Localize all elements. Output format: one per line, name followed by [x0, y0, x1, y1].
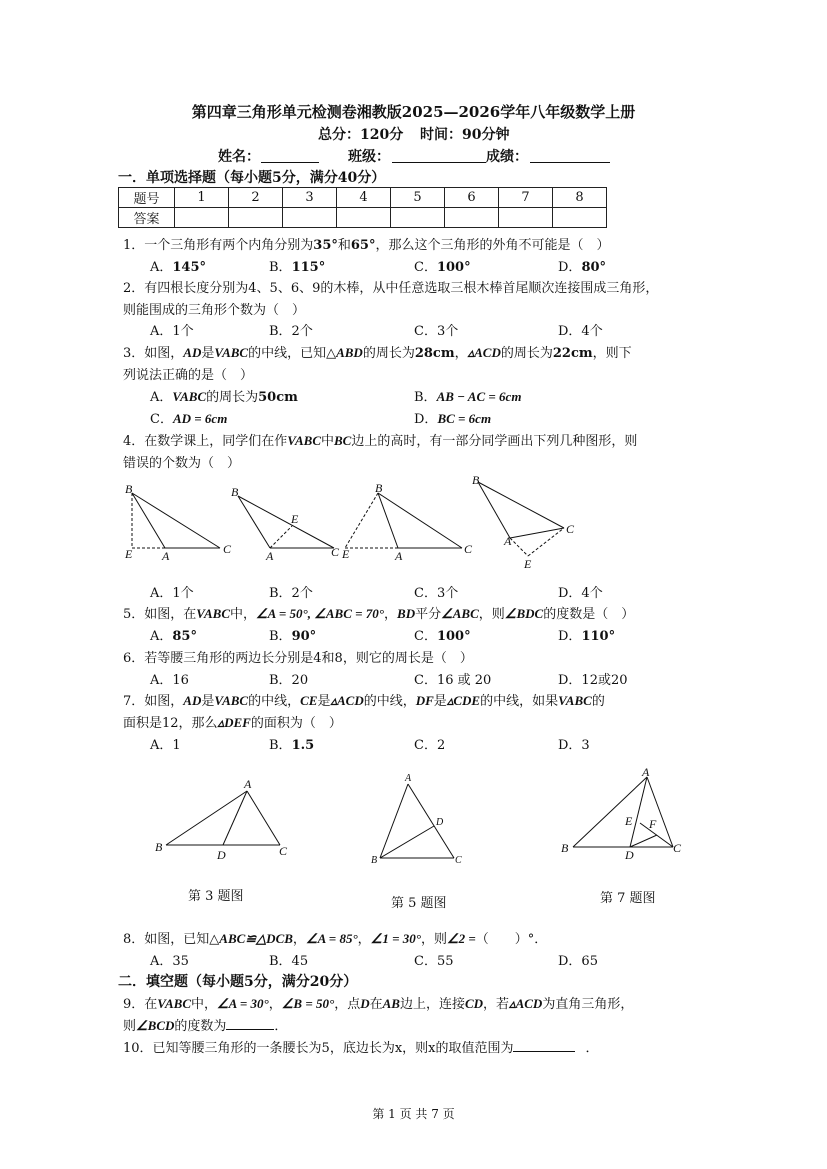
q1-stem: 1．一个三角形有两个内角分别为35°和65°，那么这个三角形的外角不可能是（ ）	[123, 238, 610, 253]
q7-option-c[interactable]: C．2	[414, 738, 446, 753]
svg-text:D: D	[436, 817, 444, 828]
svg-text:A: A	[162, 549, 170, 563]
svg-text:C: C	[673, 841, 682, 855]
q4-stem-line2: 错误的个数为（ ）	[123, 456, 241, 471]
q1-option-a[interactable]: A．145°	[150, 260, 207, 275]
svg-text:A: A	[405, 773, 412, 784]
svg-text:D: D	[625, 848, 634, 862]
q4-figure-2	[228, 478, 348, 563]
q4-option-a[interactable]: A．1个	[150, 586, 194, 601]
table-cell: 7	[499, 188, 553, 208]
class-label: 班级：	[348, 149, 390, 165]
svg-text:E: E	[524, 557, 532, 571]
q4-stem-line1: 4．在数学课上，同学们在作VABC中BC边上的高时，有一部分同学画出下列几种图形，则	[123, 433, 638, 449]
svg-text:E: E	[291, 512, 299, 526]
q5-option-b[interactable]: B．90°	[269, 629, 317, 644]
figure-q7	[555, 765, 695, 865]
answer-cell[interactable]	[175, 208, 229, 228]
q1-option-b[interactable]: B．115°	[269, 260, 326, 275]
svg-text:A: A	[266, 549, 274, 563]
answer-cell[interactable]	[283, 208, 337, 228]
page-footer: 第 1 页 共 7 页	[372, 1107, 455, 1121]
q3-option-b[interactable]: B．AB − AC = 6cm	[414, 389, 522, 405]
q5-option-a[interactable]: A．85°	[150, 629, 197, 644]
svg-text:A: A	[504, 534, 512, 548]
q8-option-b[interactable]: B．45	[269, 954, 309, 969]
q4-figure-3	[340, 478, 475, 563]
q4-option-d[interactable]: D．4个	[558, 586, 603, 601]
q7-option-d[interactable]: D．3	[558, 738, 590, 753]
time-limit: 时间：90分钟	[420, 127, 510, 143]
name-label: 姓名：	[218, 149, 260, 165]
q6-option-d[interactable]: D．12或20	[558, 673, 628, 688]
table-cell: 4	[337, 188, 391, 208]
q7-option-a[interactable]: A．1	[150, 738, 181, 753]
svg-text:C: C	[455, 855, 462, 866]
q2-option-d[interactable]: D．4个	[558, 324, 603, 339]
q8-option-d[interactable]: D．65	[558, 954, 598, 969]
svg-text:E: E	[125, 547, 133, 561]
svg-text:C: C	[331, 545, 340, 559]
q8-option-c[interactable]: C．55	[414, 954, 454, 969]
table-row	[119, 208, 607, 228]
section2-heading: 二．填空题（每小题5分，满分20分）	[118, 974, 358, 990]
svg-text:E: E	[342, 547, 350, 561]
q7-stem-line2: 面积是12，那么▵DEF的面积为（ ）	[123, 715, 342, 731]
q3-option-d[interactable]: D．BC = 6cm	[414, 411, 492, 427]
svg-text:B: B	[371, 855, 378, 866]
q3-stem-line1: 3．如图，AD是VABC的中线，已知△ABD的周长为28cm，▵ACD的周长为22cm，则下	[123, 345, 632, 361]
svg-text:F: F	[649, 817, 657, 831]
q2-option-c[interactable]: C．3个	[414, 324, 459, 339]
svg-text:B: B	[561, 841, 569, 855]
svg-text:A: A	[642, 765, 650, 779]
figure-q5	[368, 770, 468, 870]
svg-text:C: C	[279, 844, 288, 858]
q4-figure-4	[468, 470, 588, 575]
svg-text:E: E	[625, 814, 633, 828]
q1-option-c[interactable]: C．100°	[414, 260, 471, 275]
svg-text:D: D	[217, 848, 226, 862]
caption-q5: 第 5 题图	[391, 896, 447, 911]
q3-option-c[interactable]: C．AD = 6cm	[150, 411, 228, 427]
svg-text:C: C	[464, 542, 473, 556]
table-cell: 6	[445, 188, 499, 208]
svg-text:B: B	[472, 473, 480, 487]
name-blank[interactable]	[261, 148, 319, 163]
svg-text:A: A	[244, 777, 252, 791]
q5-option-c[interactable]: C．100°	[414, 629, 471, 644]
row-label: 题号	[119, 188, 175, 208]
table-cell: 3	[283, 188, 337, 208]
figure-q3	[150, 775, 300, 865]
grade-blank[interactable]	[530, 148, 610, 163]
svg-text:B: B	[231, 485, 239, 499]
table-cell: 2	[229, 188, 283, 208]
q6-option-a[interactable]: A．16	[150, 673, 189, 688]
svg-text:B: B	[375, 481, 383, 495]
answer-cell[interactable]	[337, 208, 391, 228]
q8-option-a[interactable]: A．35	[150, 954, 189, 969]
q9-stem-line2: 则∠BCD的度数为 ．	[123, 1015, 287, 1034]
q4-option-b[interactable]: B．2个	[269, 586, 313, 601]
answer-cell[interactable]	[499, 208, 553, 228]
row-label: 答案	[119, 208, 175, 228]
q5-stem: 5．如图，在VABC中，∠A = 50°, ∠ABC = 70°，BD平分∠ABC，则∠BDC的度数是（ ）	[123, 606, 635, 622]
q10-stem: 10．已知等腰三角形的一条腰长为5，底边长为x，则x的取值范围为 ．	[123, 1037, 599, 1056]
q7-option-b[interactable]: B．1.5	[269, 738, 315, 753]
svg-text:A: A	[395, 549, 403, 563]
answer-cell[interactable]	[553, 208, 607, 228]
svg-text:C: C	[223, 542, 232, 556]
answer-cell[interactable]	[445, 208, 499, 228]
q9-answer-blank[interactable]	[226, 1015, 274, 1030]
caption-q7: 第 7 题图	[600, 891, 656, 906]
q1-option-d[interactable]: D．80°	[558, 260, 607, 275]
q6-stem: 6．若等腰三角形的两边长分别是4和8，则它的周长是（ ）	[123, 651, 473, 666]
q6-option-b[interactable]: B．20	[269, 673, 309, 688]
q3-option-a[interactable]: A．VABC的周长为50cm	[150, 389, 298, 405]
q3-stem-line2: 列说法正确的是（ ）	[123, 368, 254, 383]
section1-heading: 一．单项选择题（每小题5分，满分40分）	[118, 170, 386, 186]
table-cell: 8	[553, 188, 607, 208]
svg-text:C: C	[566, 522, 575, 536]
table-cell: 5	[391, 188, 445, 208]
exam-title: 第四章三角形单元检测卷湘教版2025—2026学年八年级数学上册	[191, 103, 636, 121]
table-cell: 1	[175, 188, 229, 208]
q8-stem: 8．如图，已知△ABC≌△DCB，∠A = 85°，∠1 = 30°，则∠2 =（ ）°．	[123, 931, 548, 947]
q2-stem-line1: 2．有四根长度分别为4、5、6、9的木棒，从中任意选取三根木棒首尾顺次连接围成三角形，	[123, 281, 659, 296]
answer-table	[118, 187, 607, 228]
q6-option-c[interactable]: C．16 或 20	[414, 673, 492, 688]
table-row	[119, 188, 607, 208]
answer-cell[interactable]	[391, 208, 445, 228]
total-score: 总分：120分	[318, 127, 404, 143]
q5-option-d[interactable]: D．110°	[558, 629, 616, 644]
caption-q3: 第 3 题图	[188, 889, 244, 904]
q2-option-b[interactable]: B．2个	[269, 324, 313, 339]
q4-figure-1	[120, 478, 240, 563]
q10-answer-blank[interactable]	[513, 1037, 575, 1052]
svg-text:B: B	[155, 840, 163, 854]
grade-label: 成绩：	[486, 149, 528, 165]
q7-stem-line1: 7．如图，AD是VABC的中线，CE是▵ACD的中线，DF是▵CDE的中线，如果VABC的	[123, 693, 605, 709]
svg-text:B: B	[125, 482, 133, 496]
q4-option-c[interactable]: C．3个	[414, 586, 459, 601]
q2-stem-line2: 则能围成的三角形个数为（ ）	[123, 303, 306, 318]
q9-stem-line1: 9．在VABC中，∠A = 30°，∠B = 50°，点D在AB边上，连接CD，若▵ACD为直角三角形，	[123, 996, 634, 1012]
answer-cell[interactable]	[229, 208, 283, 228]
class-blank[interactable]	[392, 148, 486, 163]
q2-option-a[interactable]: A．1个	[150, 324, 194, 339]
